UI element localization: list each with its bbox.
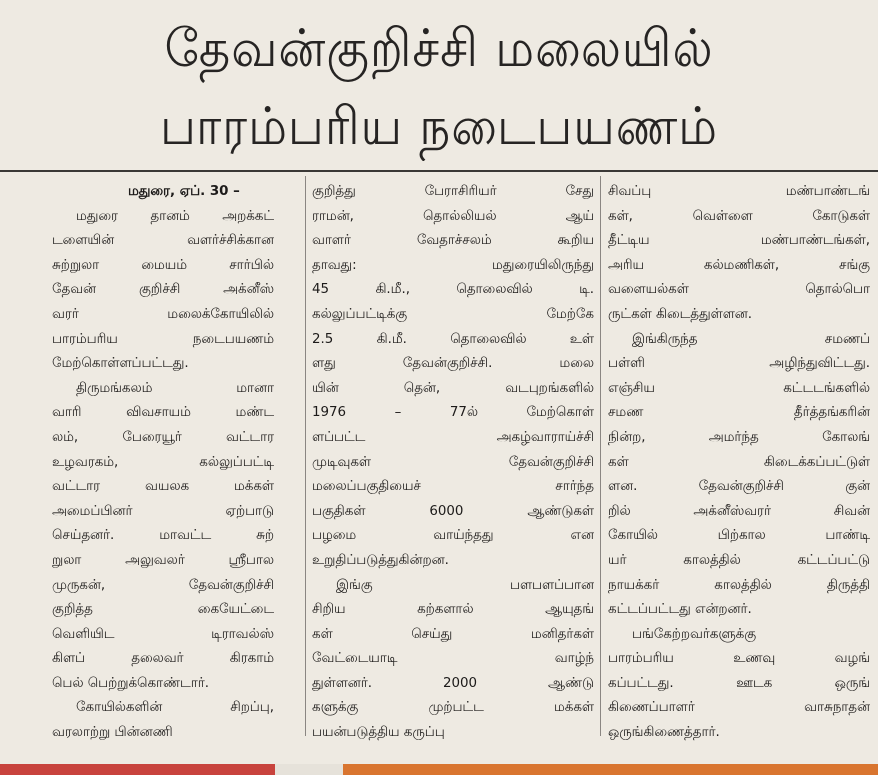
text-line: தேவன் குறிச்சி அக்னீஸ் (52, 282, 274, 298)
text-line: கள், வெள்ளை கோடுகள் (608, 208, 870, 224)
text-line: ளது தேவன்குறிச்சி. மலை (312, 356, 594, 372)
text-line: 45 கி.மீ., தொலைவில் டி. (312, 282, 594, 298)
text-line: கோயில்களின் சிறப்பு, (76, 700, 274, 716)
text-line: இங்கிருந்த சமணப் (632, 331, 870, 347)
text-line: ருட்கள் கிடைத்துள்ளன. (608, 306, 753, 322)
headline-line-1: தேவன்குறிச்சி மலையில் (164, 19, 714, 79)
text-line: ளன. தேவன்குறிச்சி குன் (608, 479, 870, 495)
text-line: கட்டப்பட்டது என்றனர். (608, 602, 752, 618)
text-line: ளப்பட்ட அகழ்வாராய்ச்சி (312, 429, 594, 445)
column-1 (52, 180, 274, 746)
column-divider (305, 176, 306, 736)
text-line: யின் தென், வடபுறங்களில் (312, 380, 594, 396)
text-line: நாயக்கர் காலத்தில் திருத்தி (608, 577, 870, 593)
text-line: பெல் பெற்றுக்கொண்டார். (52, 675, 209, 691)
text-line: வட்டார வயலக மக்கள் (52, 479, 274, 495)
text-line: சிறிய கற்களால் ஆயுதங் (312, 602, 594, 618)
text-line: வரலாற்று பின்னணி (52, 725, 173, 741)
text-line: வளையல்கள் தொல்பொ (608, 282, 870, 298)
text-line: இங்கு பளபளப்பான (336, 577, 594, 593)
text-line: முடிவுகள் தேவன்குறிச்சி (312, 454, 594, 470)
text-line: கப்பட்டது. ஊடக ஒருங் (608, 675, 870, 691)
text-line: மேற்கொள்ளப்பட்டது. (52, 356, 189, 372)
text-line: எஞ்சிய கட்டடங்களில் (608, 380, 870, 396)
text-line: சிவப்பு மண்பாண்டங் (608, 184, 870, 199)
text-line: மதுரை, ஏப். 30 – (128, 184, 240, 199)
text-line: நின்ற, அமர்ந்த கோலங் (608, 429, 870, 445)
text-line: பயன்படுத்திய கருப்பு (312, 725, 445, 741)
text-line: பாரம்பரிய நடைபயணம் (52, 331, 274, 347)
text-line: கோயில் பிற்கால பாண்டி (608, 528, 870, 544)
text-line: முருகன், தேவன்குறிச்சி (52, 577, 274, 593)
text-line: ராமன், தொல்லியல் ஆய் (312, 208, 594, 224)
text-line: மலைப்பகுதியைச் சார்ந்த (312, 479, 594, 495)
text-line: கிணைப்பாளர் வாசுநாதன் (608, 700, 870, 716)
text-line: சமண தீர்த்தங்கரின் (608, 405, 870, 421)
text-line: சுற்றுலா மையம் சார்பில் (52, 257, 274, 273)
text-line: கள் கிடைக்கப்பட்டுள் (608, 454, 870, 470)
text-line: லம், பேரையூர் வட்டார (52, 429, 274, 445)
adjacent-article-strip (343, 764, 878, 775)
text-line: களுக்கு முற்பட்ட மக்கள் (312, 700, 594, 716)
text-line: தாவது: மதுரையிலிருந்து (312, 257, 594, 273)
text-line: உழவரகம், கல்லுப்பட்டி (52, 454, 274, 470)
text-line: வேட்டையாடி வாழ்ந் (312, 651, 594, 667)
headline-line-2: பாரம்பரிய நடைபயணம் (159, 97, 719, 157)
headline (0, 10, 878, 166)
headline-rule (0, 170, 878, 172)
text-line: ஒருங்கிணைத்தார். (608, 725, 720, 741)
column-3 (608, 180, 870, 746)
text-line: பகுதிகள் 6000 ஆண்டுகள் (312, 503, 594, 519)
text-line: பழமை வாய்ந்தது என (312, 528, 594, 544)
text-line: மதுரை தானம் அறக்கட் (76, 208, 274, 224)
text-line: கிளப் தலைவர் கிரகாம் (52, 651, 274, 667)
text-line: 1976 – 77ல் மேற்கொள் (312, 405, 594, 421)
text-line: அரிய கல்மணிகள், சங்கு (608, 257, 870, 273)
column-divider (600, 176, 601, 736)
text-line: றுலா அலுவலர் ஸ்ரீபால (52, 552, 274, 568)
text-line: குறித்த கையேட்டை (52, 602, 274, 618)
text-line: கள் செய்து மனிதர்கள் (312, 626, 594, 642)
text-line: திருமங்கலம் மானா (76, 380, 274, 396)
text-line: வெளியிட டிராவல்ஸ் (52, 626, 274, 642)
text-line: உறுதிப்படுத்துகின்றன. (312, 552, 449, 568)
text-line: குறித்து பேராசிரியர் சேது (312, 184, 594, 199)
text-line: யர் காலத்தில் கட்டப்பட்டு (608, 552, 870, 568)
text-line: வரர் மலைக்கோயிலில் (52, 306, 274, 322)
column-2 (312, 180, 594, 746)
text-line: அமைப்பினர் ஏற்பாடு (52, 503, 274, 519)
text-line: தீட்டிய மண்பாண்டங்கள், (608, 233, 870, 249)
text-line: டளையின் வளர்ச்சிக்கான (52, 233, 274, 249)
text-line: 2.5 கி.மீ. தொலைவில் உள் (312, 331, 594, 347)
text-line: பங்கேற்றவர்களுக்கு (632, 626, 757, 642)
page-gap (275, 764, 343, 775)
text-line: பள்ளி அழிந்துவிட்டது. (608, 356, 870, 372)
text-line: பாரம்பரிய உணவு வழங் (608, 651, 870, 667)
text-line: வாரி விவசாயம் மண்ட (52, 405, 274, 421)
text-line: கல்லுப்பட்டிக்கு மேற்கே (312, 306, 594, 322)
text-line: செய்தனர். மாவட்ட சுற் (52, 528, 274, 544)
text-line: வாளர் வேதாச்சலம் கூறிய (312, 233, 594, 249)
text-line: றில் அக்னீஸ்வரர் சிவன் (608, 503, 870, 519)
adjacent-article-strip (0, 764, 275, 775)
text-line: துள்ளனர். 2000 ஆண்டு (312, 675, 594, 691)
